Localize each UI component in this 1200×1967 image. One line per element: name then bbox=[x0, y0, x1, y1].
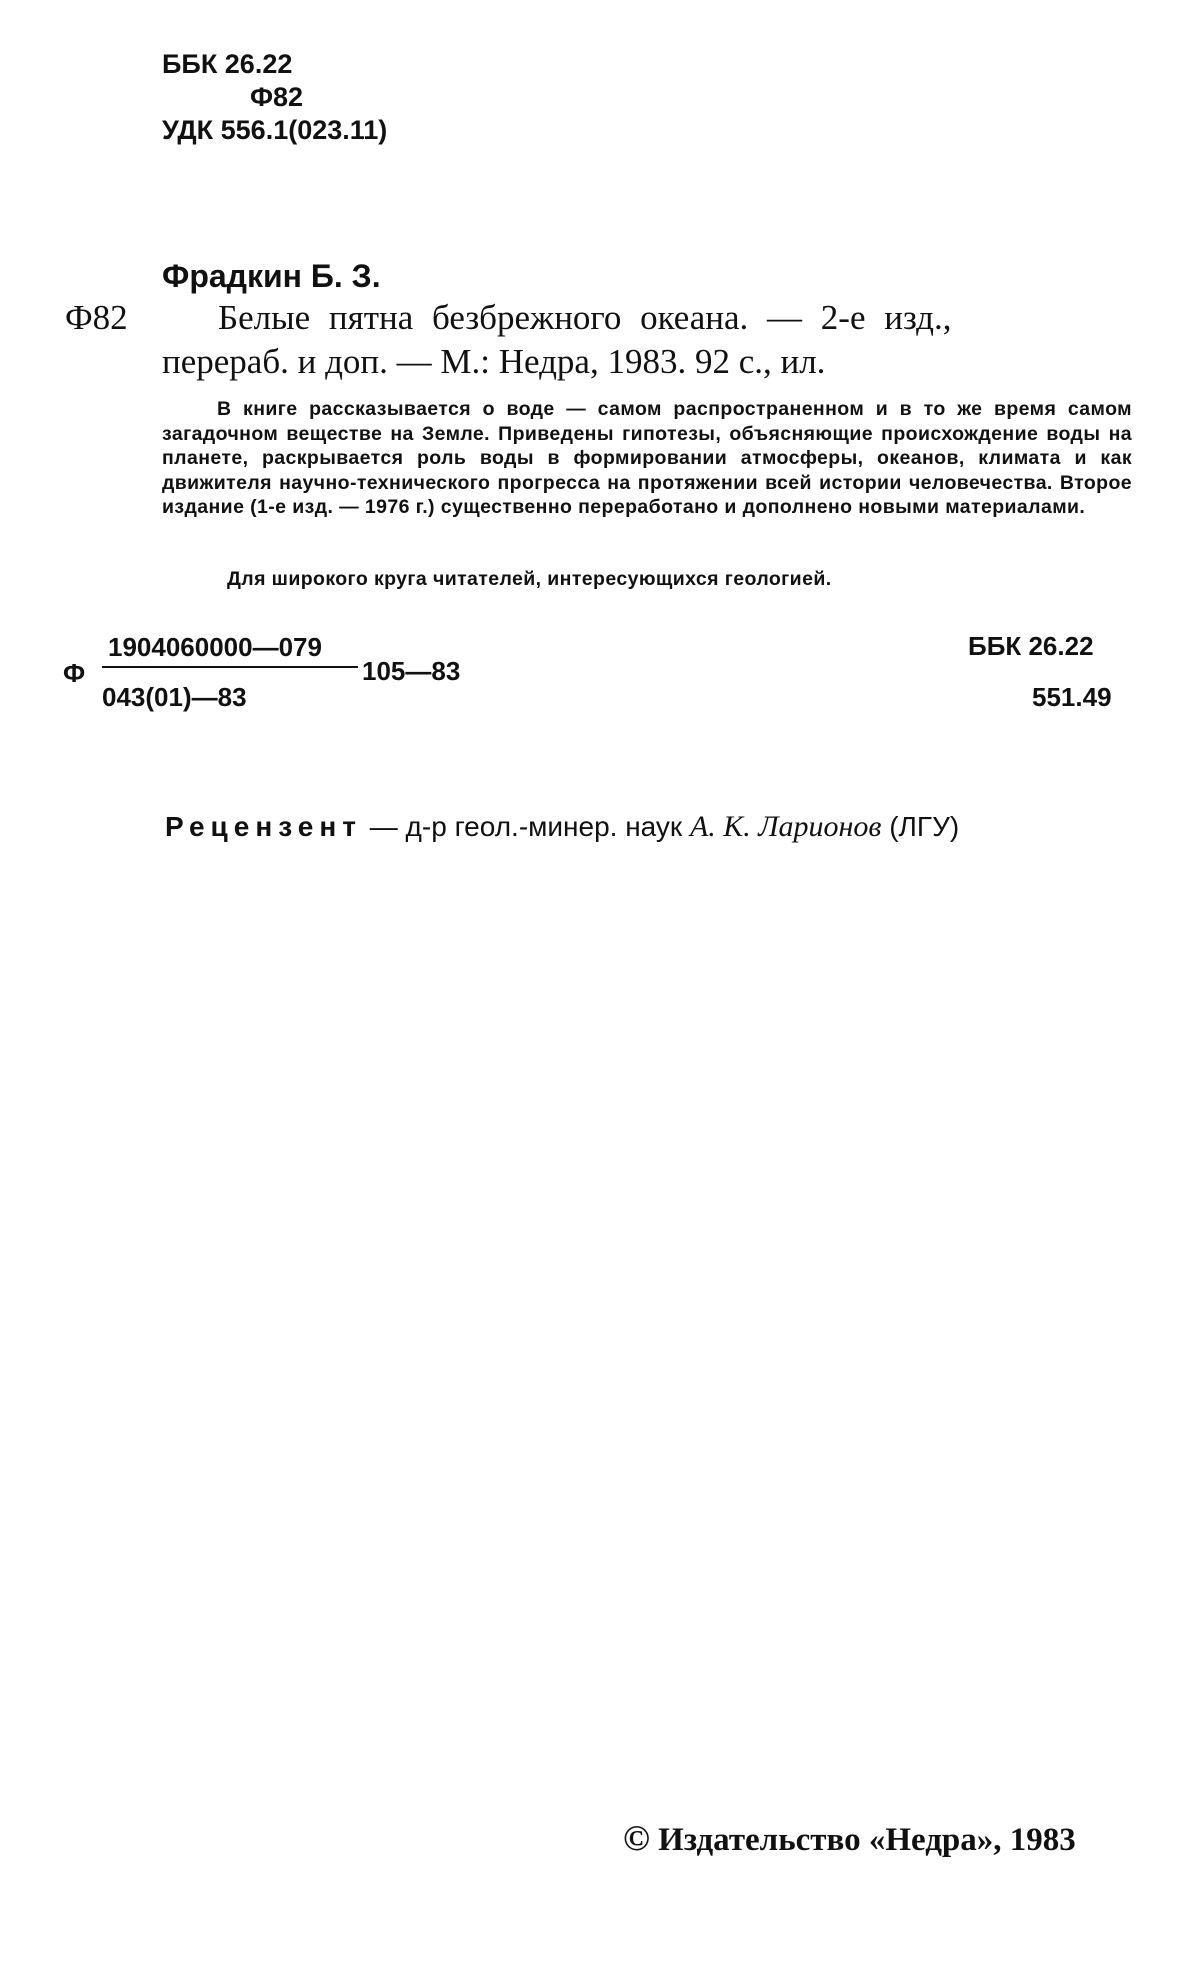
index-suffix: 105—83 bbox=[362, 656, 461, 686]
reviewer-line bbox=[165, 810, 959, 844]
reviewer-label: Рецензент bbox=[165, 811, 362, 842]
shelf-code: Ф82 bbox=[65, 298, 128, 337]
udk-classification: УДК 556.1(023.11) bbox=[162, 115, 388, 145]
audience-note: Для широкого круга читателей, интересующихся геологией. bbox=[227, 568, 832, 590]
annotation-text: В книге рассказывается о воде — самом распространенном и в то же время самом загадочном веществе на Земле. Приведены гипотезы, объясняющие происхождение воды на планете, раскрывается роль воды в формировании атмосферы, океанов, климата и как движителя научно-технического прогресса на протяжении всей истории человечества. Второе издание (1-е изд. — 1976 г.) существенно переработано и дополнено новыми материалами. bbox=[162, 398, 1132, 518]
fraction-bar bbox=[102, 666, 358, 668]
bbk-right: ББК 26.22 bbox=[968, 631, 1094, 661]
copyright-line bbox=[623, 1817, 1076, 1859]
index-numerator: 1904060000—079 bbox=[108, 632, 322, 662]
publication-line: перераб. и доп. — М.: Недра, 1983. 92 с., ил. bbox=[162, 342, 826, 381]
copyright-icon: © bbox=[623, 1818, 650, 1858]
index-denominator: 043(01)—83 bbox=[102, 682, 247, 712]
reviewer-degree: — д-р геол.-минер. наук bbox=[362, 811, 690, 842]
reviewer-name: А. К. Ларионов bbox=[689, 810, 882, 843]
udk-right: 551.49 bbox=[1032, 682, 1112, 712]
author-mark: Ф82 bbox=[250, 82, 304, 112]
copyright-text: Издательство «Недра», 1983 bbox=[649, 1822, 1076, 1858]
book-title-line: Белые пятна безбрежного океана. — 2-е изд., bbox=[218, 298, 952, 337]
index-letter: Ф bbox=[63, 658, 86, 688]
reviewer-affiliation: (ЛГУ) bbox=[881, 811, 960, 842]
bbk-classification: ББК 26.22 bbox=[162, 49, 293, 79]
author-name: Фрадкин Б. З. bbox=[162, 258, 381, 294]
